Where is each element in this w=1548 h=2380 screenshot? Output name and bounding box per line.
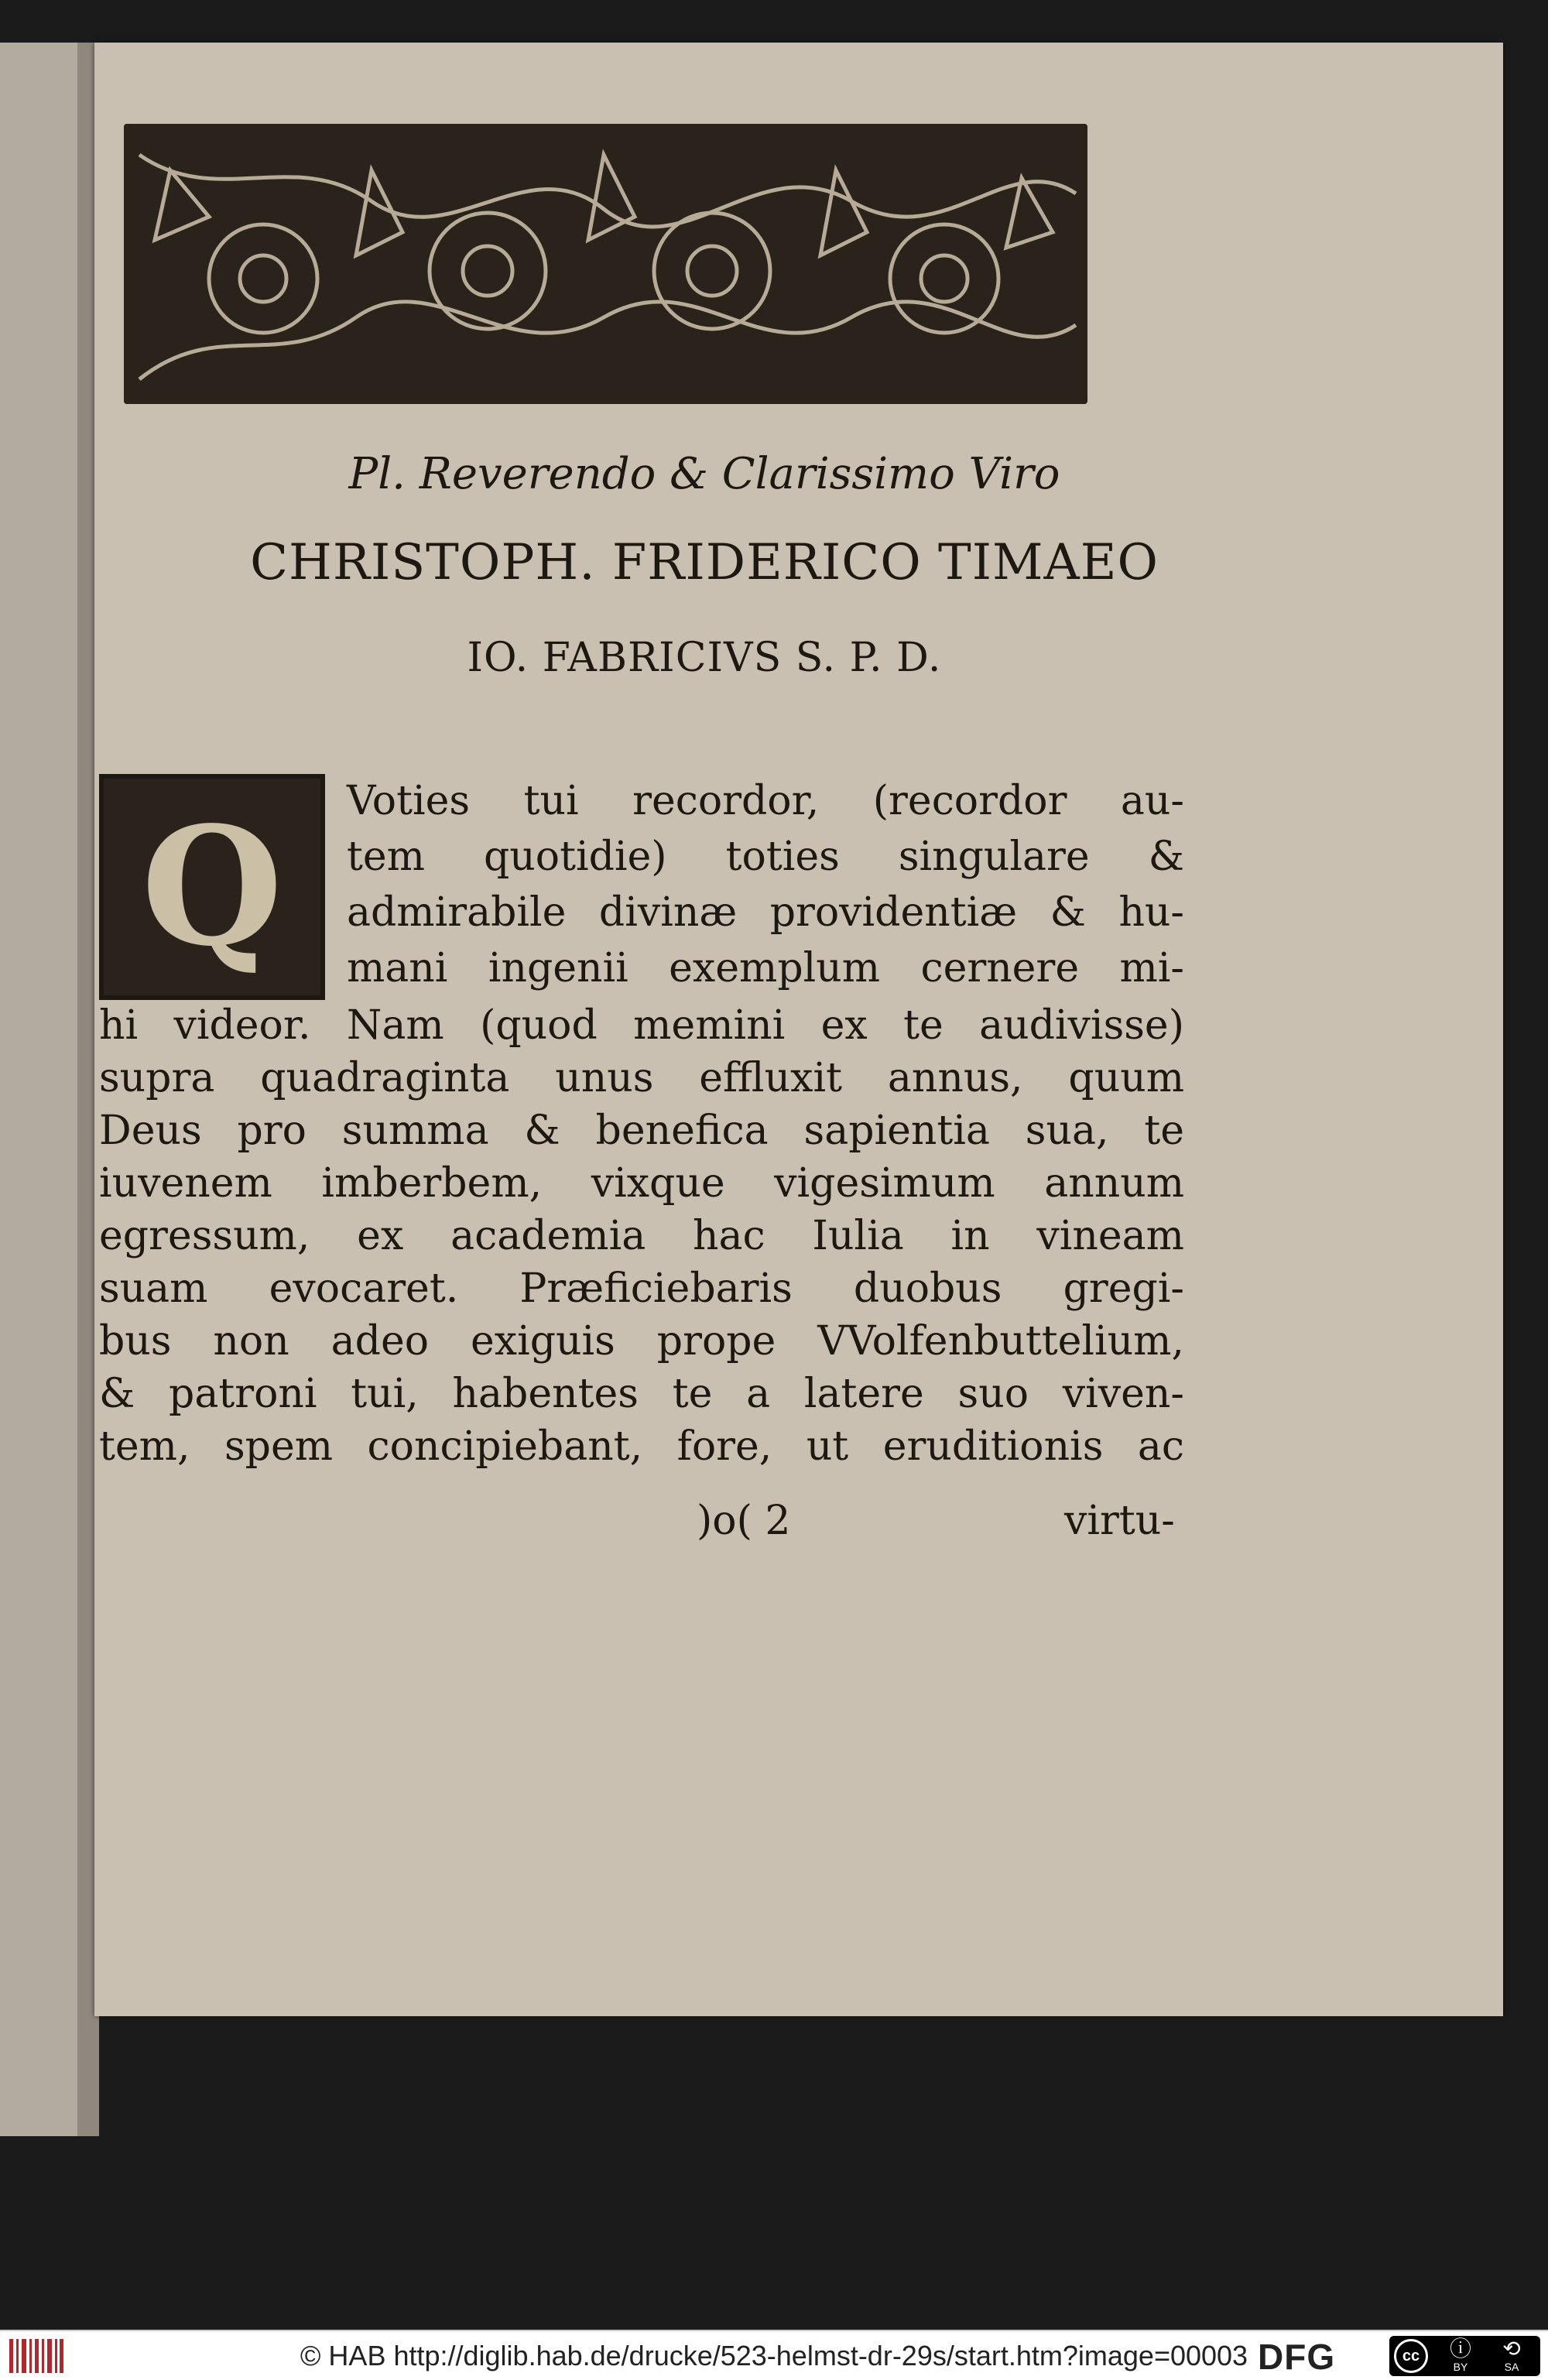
- text-line: supra quadraginta unus effluxit annus, quum: [99, 1055, 1184, 1101]
- text-line: bus non adeo exiguis prope VVolfenbuttelium,: [99, 1318, 1184, 1365]
- text-line: admirabile divinæ providentiæ & hu-: [347, 889, 1184, 936]
- signature-mark: )o( 2: [697, 1498, 791, 1544]
- text-line: & patroni tui, habentes te a latere suo viven-: [99, 1371, 1184, 1417]
- text-line: iuvenem imberbem, vixque vigesimum annum: [99, 1160, 1184, 1207]
- floral-headpiece-ornament: [124, 124, 1087, 404]
- sender-line: IO. FABRICIVS S. P. D.: [467, 635, 942, 681]
- cc-icon: cc: [1394, 2339, 1428, 2373]
- dfg-logo: DFG: [1258, 2337, 1336, 2377]
- text-line: suam evocaret. Præficiebaris duobus gregi-: [99, 1265, 1184, 1312]
- text-line: tem, spem concipiebant, fore, ut eruditionis ac: [99, 1423, 1184, 1470]
- initial-letter: Q: [141, 791, 283, 982]
- by-attribution-icon: ⓘ BY: [1449, 2337, 1471, 2373]
- floral-ornament-icon: [124, 124, 1087, 404]
- text-line: Deus pro summa & benefica sapientia sua, te: [99, 1108, 1184, 1154]
- text-line: mani ingenii exemplum cernere mi-: [347, 945, 1184, 991]
- text-line: hi videor. Nam (quod memini ex te audivisse): [99, 1002, 1184, 1049]
- text-line: tem quotidie) toties singulare &: [347, 834, 1184, 880]
- share-alike-icon: ⟲ SA: [1502, 2337, 1521, 2373]
- catchword: virtu-: [1064, 1498, 1175, 1544]
- text-line: Voties tui recordor, (recordor au-: [347, 778, 1184, 824]
- viewer-footer: [0, 2330, 1548, 2380]
- decorated-initial: [99, 774, 325, 1000]
- text-line: egressum, ex academia hac Iulia in vineam: [99, 1213, 1184, 1259]
- cc-license-badge[interactable]: [1389, 2336, 1540, 2376]
- source-url-link[interactable]: © HAB http://diglib.hab.de/drucke/523-helmst-dr-29s/start.htm?image=00003: [300, 2340, 1248, 2371]
- salutation-line: Pl. Reverendo & Clarissimo Viro: [348, 449, 1060, 499]
- addressee-heading: CHRISTOPH. FRIDERICO TIMAEO: [250, 534, 1159, 591]
